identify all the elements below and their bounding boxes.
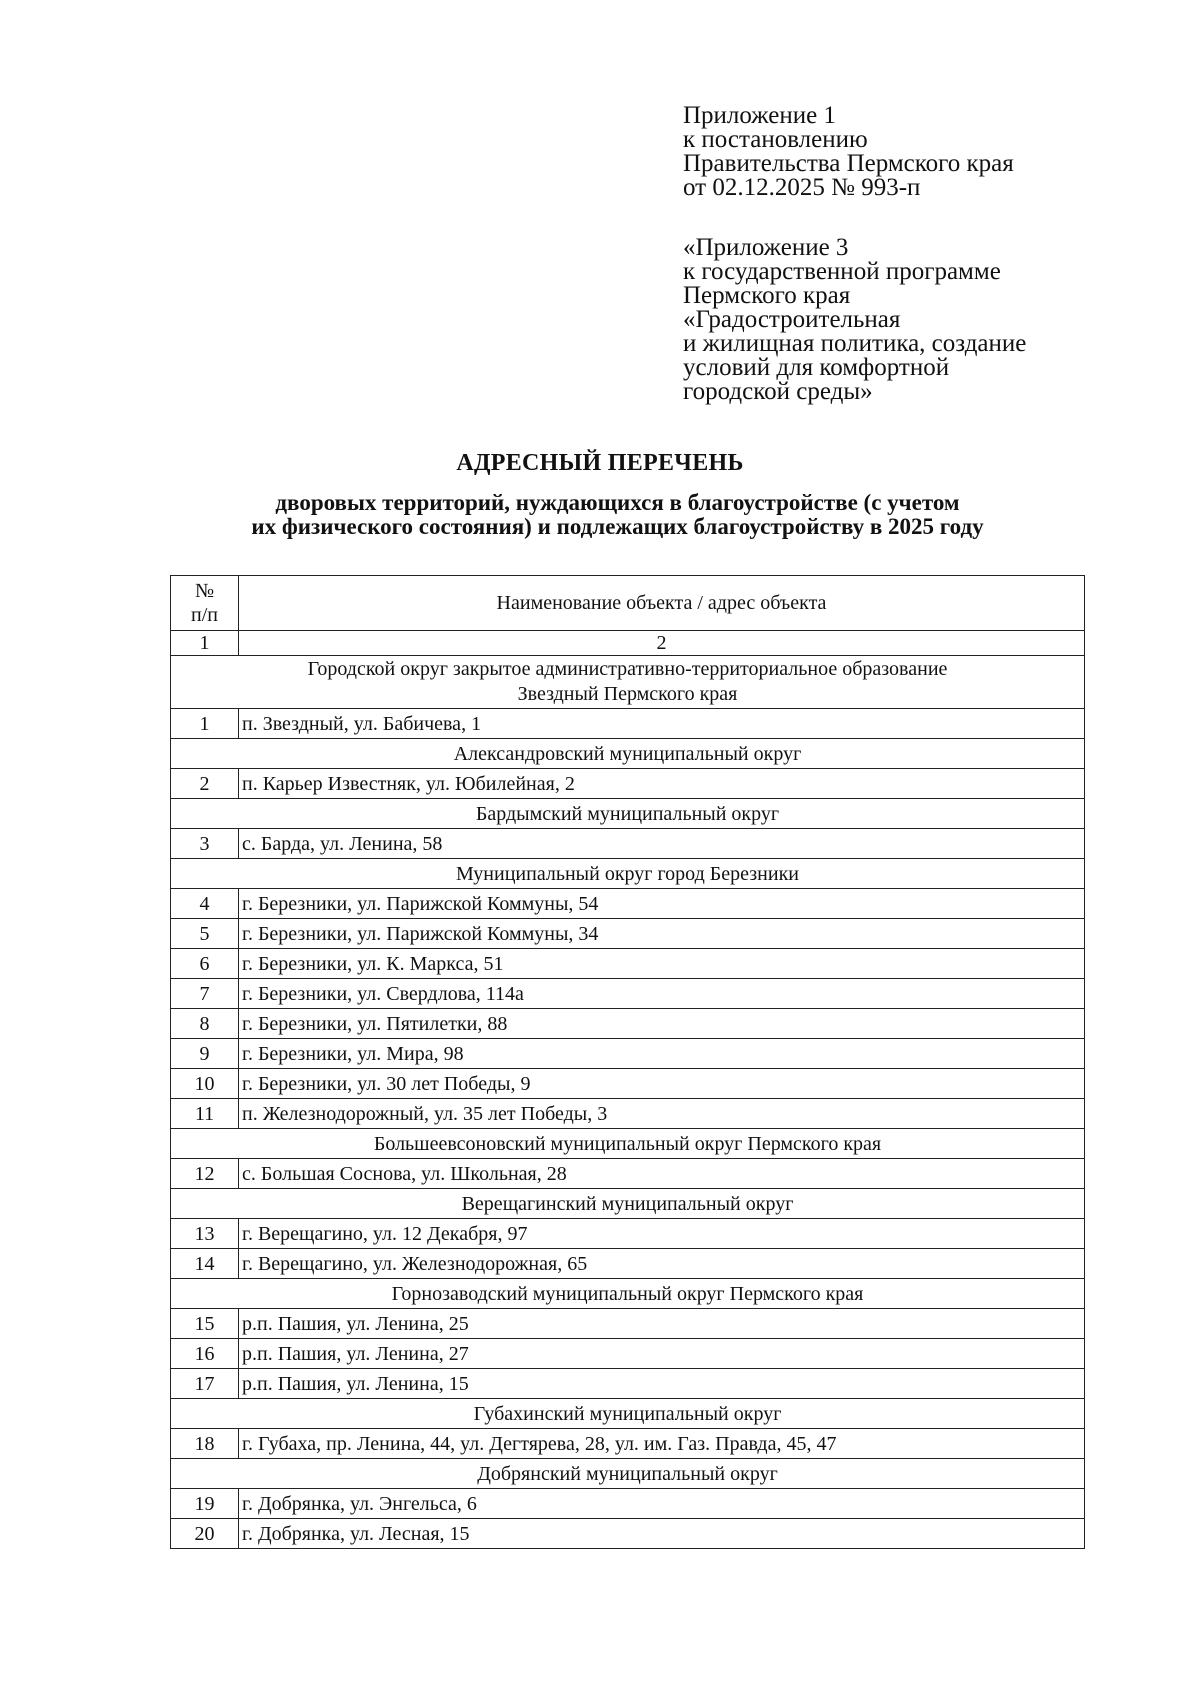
subtitle-line-2: их физического состояния) и подлежащих благоустройству в 2025 году — [251, 514, 984, 539]
district-name-line: Городской округ закрытое административно-территориальное образование — [307, 658, 948, 680]
row-address: г. Березники, ул. К. Маркса, 51 — [239, 949, 1085, 979]
table-row — [171, 1159, 1085, 1189]
district-name-line: Бардымский муниципальный округ — [475, 802, 780, 825]
table-row — [171, 889, 1085, 919]
district-name — [171, 1129, 1085, 1159]
row-address: с. Большая Соснова, ул. Школьная, 28 — [239, 1159, 1085, 1189]
row-address: г. Березники, ул. 30 лет Победы, 9 — [239, 1069, 1085, 1099]
table-row — [171, 949, 1085, 979]
table-row — [171, 1429, 1085, 1459]
appendix-3-line: условий для комфортной — [683, 354, 950, 381]
district-row — [171, 799, 1085, 829]
index-col-1: 1 — [171, 631, 239, 656]
row-number: 1 — [171, 709, 239, 739]
row-address: с. Барда, ул. Ленина, 58 — [239, 829, 1085, 859]
row-number: 5 — [171, 919, 239, 949]
table-row — [171, 1069, 1085, 1099]
appendix-3-line: городской среды» — [683, 378, 873, 405]
row-address: г. Березники, ул. Свердлова, 114а — [239, 979, 1085, 1009]
row-number: 9 — [171, 1039, 239, 1069]
row-address: г. Верещагино, ул. Железнодорожная, 65 — [239, 1249, 1085, 1279]
district-name — [171, 799, 1085, 829]
district-name-line: Александровский муниципальный округ — [453, 742, 802, 765]
district-row — [171, 1279, 1085, 1309]
row-number: 8 — [171, 1009, 239, 1039]
row-address: г. Березники, ул. Мира, 98 — [239, 1039, 1085, 1069]
table-index-row — [171, 631, 1085, 656]
district-row — [171, 1129, 1085, 1159]
header-number-line-2: п/п — [191, 604, 218, 626]
row-address: п. Звездный, ул. Бабичева, 1 — [239, 709, 1085, 739]
district-name — [171, 739, 1085, 769]
appendix-1-line: Правительства Пермского края — [683, 150, 1014, 177]
row-number: 12 — [171, 1159, 239, 1189]
table-row — [171, 1339, 1085, 1369]
district-row — [171, 859, 1085, 889]
appendix-3-line: Пермского края — [683, 282, 851, 309]
district-name — [171, 656, 1085, 709]
table-row — [171, 919, 1085, 949]
table-row — [171, 1489, 1085, 1519]
table-row — [171, 979, 1085, 1009]
header-number-line-1: № — [194, 580, 215, 602]
header-number — [171, 576, 239, 631]
row-number: 16 — [171, 1339, 239, 1369]
row-address: г. Губаха, пр. Ленина, 44, ул. Дегтярева, 28, ул. им. Газ. Правда, 45, 47 — [239, 1429, 1085, 1459]
table-row — [171, 709, 1085, 739]
appendix-1-line: к постановлению — [683, 126, 868, 153]
appendix-3-line: «Градостроительная — [683, 306, 901, 333]
row-number: 18 — [171, 1429, 239, 1459]
index-col-2: 2 — [239, 631, 1085, 656]
district-row — [171, 1399, 1085, 1429]
district-name — [171, 1279, 1085, 1309]
row-number: 7 — [171, 979, 239, 1009]
table-row — [171, 1009, 1085, 1039]
table-row — [171, 769, 1085, 799]
table-header-row — [171, 576, 1085, 631]
appendix-3-line: «Приложение 3 — [683, 234, 849, 261]
district-name-line: Большеевсоновский муниципальный округ Пермского края — [373, 1132, 882, 1155]
document-subtitle — [150, 491, 1085, 539]
district-name-line: Верещагинский муниципальный округ — [461, 1192, 794, 1215]
district-name-line: Горнозаводский муниципальный округ Пермского края — [391, 1282, 864, 1305]
district-name — [171, 1189, 1085, 1219]
appendix-3-line: и жилищная политика, создание — [683, 330, 1027, 357]
table-row — [171, 1099, 1085, 1129]
appendix-1-block — [683, 104, 1163, 200]
district-name-line: Муниципальный округ город Березники — [456, 862, 799, 885]
table-row — [171, 829, 1085, 859]
table-body — [171, 656, 1085, 1549]
row-address: г. Березники, ул. Парижской Коммуны, 54 — [239, 889, 1085, 919]
district-row — [171, 739, 1085, 769]
row-number: 14 — [171, 1249, 239, 1279]
row-address: г. Добрянка, ул. Лесная, 15 — [239, 1519, 1085, 1549]
row-address: г. Добрянка, ул. Энгельса, 6 — [239, 1489, 1085, 1519]
row-number: 4 — [171, 889, 239, 919]
district-row — [171, 656, 1085, 709]
row-number: 20 — [171, 1519, 239, 1549]
row-address: г. Березники, ул. Парижской Коммуны, 34 — [239, 919, 1085, 949]
row-address: п. Карьер Известняк, ул. Юбилейная, 2 — [239, 769, 1085, 799]
district-name — [171, 1459, 1085, 1489]
district-name-line: Звездный Пермского края — [517, 683, 738, 705]
row-number: 3 — [171, 829, 239, 859]
row-number: 10 — [171, 1069, 239, 1099]
row-number: 17 — [171, 1369, 239, 1399]
row-address: р.п. Пашия, ул. Ленина, 15 — [239, 1369, 1085, 1399]
district-row — [171, 1459, 1085, 1489]
address-table — [170, 575, 1085, 1549]
document-title: АДРЕСНЫЙ ПЕРЕЧЕНЬ — [456, 450, 744, 476]
row-address: р.п. Пашия, ул. Ленина, 27 — [239, 1339, 1085, 1369]
row-address: г. Березники, ул. Пятилетки, 88 — [239, 1009, 1085, 1039]
appendix-3-block — [683, 236, 1163, 404]
table-row — [171, 1249, 1085, 1279]
header-name: Наименование объекта / адрес объекта — [239, 576, 1085, 631]
subtitle-line-1: дворовых территорий, нуждающихся в благоустройстве (с учетом — [275, 490, 960, 515]
district-name-line: Добрянский муниципальный округ — [477, 1462, 778, 1485]
row-number: 2 — [171, 769, 239, 799]
table-row — [171, 1219, 1085, 1249]
row-address: р.п. Пашия, ул. Ленина, 25 — [239, 1309, 1085, 1339]
table-row — [171, 1309, 1085, 1339]
district-row — [171, 1189, 1085, 1219]
appendix-1-line: Приложение 1 — [683, 102, 836, 129]
district-name — [171, 1399, 1085, 1429]
appendix-3-line: к государственной программе — [683, 258, 1001, 285]
row-number: 15 — [171, 1309, 239, 1339]
row-address: п. Железнодорожный, ул. 35 лет Победы, 3 — [239, 1099, 1085, 1129]
row-number: 13 — [171, 1219, 239, 1249]
district-name-line: Губахинский муниципальный округ — [473, 1402, 782, 1425]
row-number: 11 — [171, 1099, 239, 1129]
appendix-1-line: от 02.12.2025 № 993-п — [683, 174, 921, 201]
row-number: 6 — [171, 949, 239, 979]
row-address: г. Верещагино, ул. 12 Декабря, 97 — [239, 1219, 1085, 1249]
table-row — [171, 1519, 1085, 1549]
table-row — [171, 1039, 1085, 1069]
table-row — [171, 1369, 1085, 1399]
district-name — [171, 859, 1085, 889]
row-number: 19 — [171, 1489, 239, 1519]
